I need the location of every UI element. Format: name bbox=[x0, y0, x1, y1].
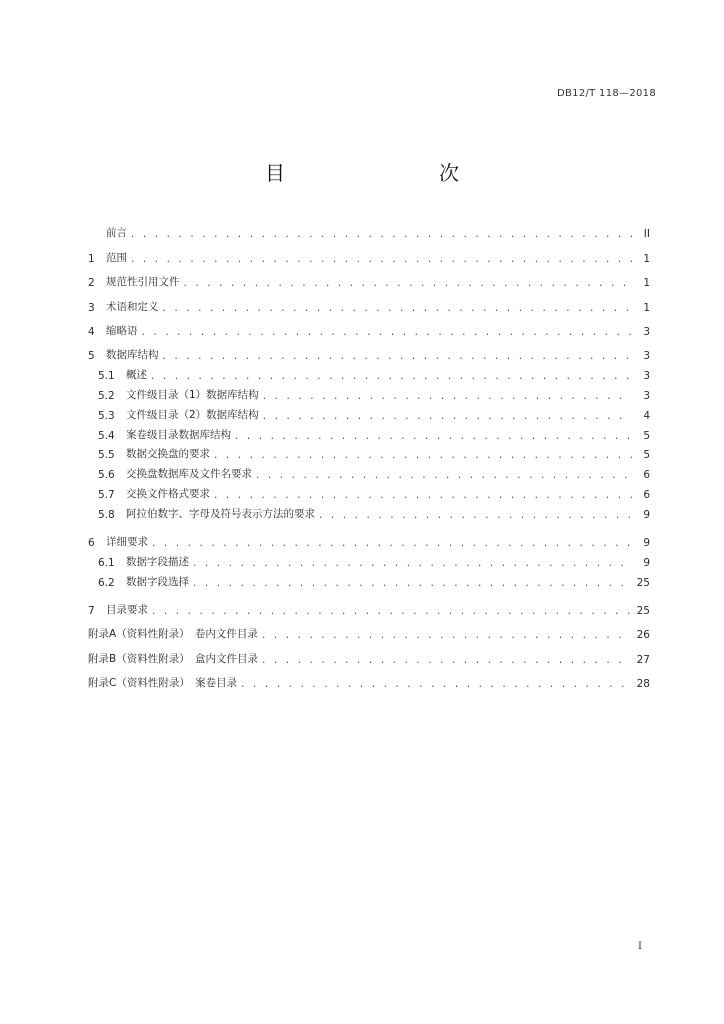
dot-leader bbox=[214, 489, 632, 501]
toc-entry-label: 术语和定义 bbox=[106, 300, 159, 313]
toc-entry-number: 5.8 bbox=[98, 508, 115, 521]
toc-entry-label: （资料性附录） 卷内文件目录 bbox=[116, 628, 258, 641]
toc-entry-page: 28 bbox=[636, 678, 650, 691]
toc-entry[interactable] bbox=[88, 289, 650, 313]
toc-entry-label: 前言 bbox=[106, 227, 127, 240]
toc-subentry[interactable] bbox=[88, 442, 650, 462]
toc-entry-page: 27 bbox=[636, 653, 650, 666]
toc-entry[interactable] bbox=[88, 525, 650, 549]
dot-leader bbox=[263, 390, 632, 402]
dot-leader bbox=[151, 370, 632, 382]
toc-entry[interactable] bbox=[88, 265, 650, 289]
dot-leader bbox=[262, 629, 631, 641]
dot-leader bbox=[142, 326, 633, 338]
toc-entry[interactable] bbox=[88, 240, 650, 264]
dot-leader bbox=[193, 577, 631, 589]
dot-leader bbox=[193, 557, 632, 569]
page-number: I bbox=[638, 941, 642, 952]
table-of-contents bbox=[88, 216, 650, 690]
dot-leader bbox=[235, 430, 632, 442]
toc-subentry[interactable] bbox=[88, 481, 650, 501]
toc-entry-page: 25 bbox=[636, 605, 650, 618]
dot-leader bbox=[131, 253, 632, 265]
toc-entry-page: 5 bbox=[643, 429, 650, 442]
dot-leader bbox=[131, 228, 632, 240]
toc-entry-number: 5.6 bbox=[98, 469, 115, 482]
toc-entry-page: II bbox=[643, 228, 650, 241]
toc-subentry[interactable] bbox=[88, 549, 650, 569]
dot-leader bbox=[214, 449, 632, 461]
toc-entry-number: 5 bbox=[88, 350, 95, 363]
toc-entry-label: 数据字段描述 bbox=[126, 555, 189, 568]
toc-entry-appendix[interactable] bbox=[88, 666, 650, 690]
toc-subentry[interactable] bbox=[88, 402, 650, 422]
toc-entry-number: 5.1 bbox=[98, 370, 115, 383]
toc-entry-label: 规范性引用文件 bbox=[106, 276, 180, 289]
toc-entry-label: 范围 bbox=[106, 251, 127, 264]
toc-entry-label: 目录要求 bbox=[106, 604, 148, 617]
dot-leader bbox=[152, 605, 631, 617]
toc-entry-label: 详细要求 bbox=[106, 536, 148, 549]
toc-entry-number: 4 bbox=[88, 325, 95, 338]
toc-entry-number: 3 bbox=[88, 301, 95, 314]
toc-entry[interactable] bbox=[88, 593, 650, 617]
toc-entry-label: 数据字段选择 bbox=[126, 575, 189, 588]
toc-entry-number: 1 bbox=[88, 252, 95, 265]
toc-entry[interactable] bbox=[88, 338, 650, 362]
toc-entry-label: 案卷级目录数据库结构 bbox=[126, 428, 231, 441]
toc-entry-label: （资料性附录） 盒内文件目录 bbox=[116, 652, 258, 665]
toc-entry-number: 5.2 bbox=[98, 389, 115, 402]
toc-entry-number: 附录C bbox=[88, 677, 117, 690]
toc-entry-number: 6.2 bbox=[98, 576, 115, 589]
document-code: DB12/T 118—2018 bbox=[557, 88, 656, 99]
dot-leader bbox=[263, 410, 632, 422]
toc-entry-number: 附录B bbox=[88, 652, 117, 665]
toc-entry-label: 概述 bbox=[126, 369, 147, 382]
toc-entry-page: 1 bbox=[643, 252, 650, 265]
dot-leader bbox=[163, 302, 633, 314]
toc-entry-label: 数据交换盘的要求 bbox=[126, 448, 210, 461]
toc-entry-page: 26 bbox=[636, 629, 650, 642]
toc-entry-label: 缩略语 bbox=[106, 324, 138, 337]
toc-subentry[interactable] bbox=[88, 569, 650, 589]
toc-entry-label: 数据库结构 bbox=[106, 349, 159, 362]
toc-entry-appendix[interactable] bbox=[88, 641, 650, 665]
toc-entry-number: 6.1 bbox=[98, 556, 115, 569]
toc-entry-page: 4 bbox=[643, 409, 650, 422]
toc-entry-number: 5.7 bbox=[98, 488, 115, 501]
toc-entry-page: 6 bbox=[643, 469, 650, 482]
toc-subentry[interactable] bbox=[88, 422, 650, 442]
toc-entry-page: 9 bbox=[643, 537, 650, 550]
toc-entry-number: 5.5 bbox=[98, 449, 115, 462]
toc-entry-number: 7 bbox=[88, 605, 95, 618]
dot-leader bbox=[184, 277, 633, 289]
toc-entry-page: 25 bbox=[636, 576, 650, 589]
toc-entry-label: 交换盘数据库及文件名要求 bbox=[126, 468, 252, 481]
dot-leader bbox=[256, 469, 632, 481]
toc-entry[interactable] bbox=[88, 216, 650, 240]
dot-leader bbox=[241, 678, 631, 690]
toc-entry-page: 3 bbox=[643, 389, 650, 402]
dot-leader bbox=[262, 654, 631, 666]
toc-entry-label: 文件级目录（2）数据库结构 bbox=[126, 408, 259, 421]
toc-entry-number: 5.4 bbox=[98, 429, 115, 442]
toc-subentry[interactable] bbox=[88, 501, 650, 521]
toc-entry-number: 5.3 bbox=[98, 409, 115, 422]
toc-entry-number: 6 bbox=[88, 537, 95, 550]
toc-entry-page: 3 bbox=[643, 370, 650, 383]
toc-entry-label: 交换文件格式要求 bbox=[126, 487, 210, 500]
toc-entry-page: 1 bbox=[643, 277, 650, 290]
toc-entry-page: 5 bbox=[643, 449, 650, 462]
toc-entry-appendix[interactable] bbox=[88, 617, 650, 641]
dot-leader bbox=[152, 537, 632, 549]
dot-leader bbox=[163, 350, 633, 362]
toc-entry-page: 3 bbox=[643, 325, 650, 338]
toc-entry-label: 阿拉伯数字、字母及符号表示方法的要求 bbox=[126, 507, 315, 520]
toc-entry-label: 文件级目录（1）数据库结构 bbox=[126, 388, 259, 401]
toc-entry-page: 1 bbox=[643, 301, 650, 314]
toc-entry-page: 9 bbox=[643, 556, 650, 569]
toc-subentry[interactable] bbox=[88, 362, 650, 382]
toc-entry[interactable] bbox=[88, 314, 650, 338]
toc-title: 目 次 bbox=[265, 161, 497, 185]
toc-entry-page: 9 bbox=[643, 508, 650, 521]
toc-entry-page: 3 bbox=[643, 350, 650, 363]
dot-leader bbox=[319, 509, 632, 521]
toc-entry-number: 2 bbox=[88, 277, 95, 290]
toc-entry-page: 6 bbox=[643, 488, 650, 501]
toc-entry-number: 附录A bbox=[88, 628, 117, 641]
toc-subentry[interactable] bbox=[88, 382, 650, 402]
toc-entry-label: （资料性附录） 案卷目录 bbox=[116, 677, 238, 690]
toc-subentry[interactable] bbox=[88, 461, 650, 481]
